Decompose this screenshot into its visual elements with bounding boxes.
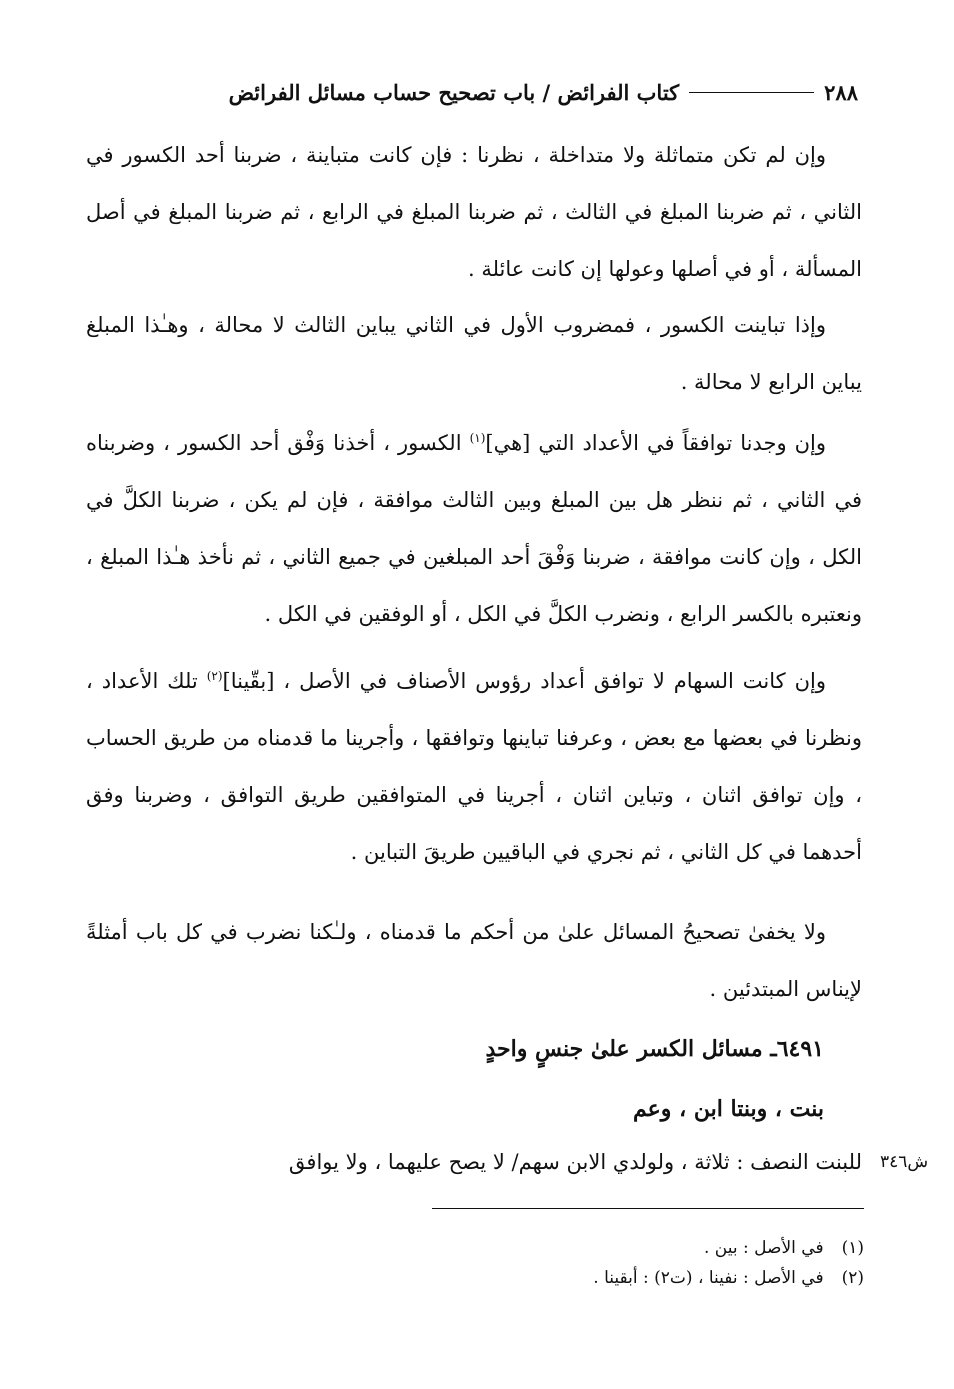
paragraph-1	[86, 127, 862, 298]
paragraph-4-text-b: تلك الأعداد ، ونظرنا في بعضها مع بعض ، وعرفنا تباينها وتوافقها ، وأجرينا ما قدمناه من طريق الحساب ، وإن توافق اثنان ، وتباين اثنان ، أجرينا في المتوافقين طريق التوافق ، وضربنا وفق أحدهما في كل الثاني ، ثم نجري في الباقيين طريقَ التباين .	[86, 669, 862, 864]
body-last-line: للبنت النصف : ثلاثة ، ولولدي الابن سهم/ لا يصح عليهما ، ولا يوافق	[288, 1150, 862, 1174]
paragraph-2	[86, 297, 862, 411]
page-number: ٢٨٨	[824, 79, 858, 105]
footnote-1-number: (١)	[841, 1238, 864, 1258]
footnote-2	[593, 1268, 864, 1288]
footnote-1	[704, 1238, 864, 1258]
paragraph-3-text-a: وإن وجدنا توافقاً في الأعداد التي [هي]	[485, 431, 826, 455]
paragraph-4-text-a: وإن كانت السهام لا توافق أعداد رؤوس الأصناف في الأصل ، [بقّينا]	[222, 669, 826, 693]
page-header	[88, 74, 858, 110]
footnote-2-text: في الأصل : نفينا ، (ت٢) : أبقينا .	[593, 1268, 824, 1288]
paragraph-3-text-b: الكسور ، أخذنا وَفْق أحد الكسور ، وضربناه في الثاني ، ثم ننظر هل بين المبلغ وبين الثالث موافقة ، فإن لم يكن ، ضربنا الكلَّ في الكل ، وإن كانت موافقة ، ضربنا وَفْقَ أحد المبلغين في جميع الثاني ، ثم نأخذ هـٰذا المبلغ ، ونعتبره بالكسر الرابع ، ونضرب الكلَّ في الكل ، أو الوفقين في الكل .	[86, 431, 862, 626]
section-heading: ٦٤٩١ـ مسائل الكسر علىٰ جنسٍ واحدٍ	[485, 1036, 824, 1062]
margin-folio-note: ش٣٤٦	[880, 1152, 929, 1172]
footnote-ref-1[interactable]: (١)	[469, 431, 486, 445]
sub-heading: بنت ، وبنتا ابن ، وعم	[633, 1096, 824, 1122]
paragraph-2-text: وإذا تباينت الكسور ، فمضروب الأول في الثاني يباين الثالث لا محالة ، وهـٰذا المبلغ يباين الرابع لا محالة .	[86, 313, 862, 394]
paragraph-1-text: وإن لم تكن متماثلة ولا متداخلة ، نظرنا : فإن كانت متباينة ، ضربنا أحد الكسور في الثاني ، ثم ضربنا المبلغ في الثالث ، ثم ضربنا المبلغ في الرابع ، ثم ضربنا المبلغ في أصل المسألة ، أو في أصلها وعولها إن كانت عائلة .	[86, 143, 862, 281]
footnote-ref-2[interactable]: (٢)	[206, 669, 223, 683]
paragraph-3	[86, 410, 862, 643]
paragraph-5	[86, 904, 862, 1018]
footnote-1-text: في الأصل : بين .	[704, 1238, 824, 1258]
paragraph-4	[86, 648, 862, 881]
footnote-2-number: (٢)	[841, 1268, 864, 1288]
paragraph-5-text: ولا يخفىٰ تصحيحُ المسائل علىٰ من أحكم ما قدمناه ، ولـٰكنا نضرب في كل باب أمثلةً لإيناس المبتدئين .	[86, 920, 862, 1001]
running-title: كتاب الفرائض / باب تصحيح حساب مسائل الفرائض	[228, 79, 680, 105]
footnote-separator	[432, 1208, 864, 1209]
header-rule	[689, 92, 814, 93]
